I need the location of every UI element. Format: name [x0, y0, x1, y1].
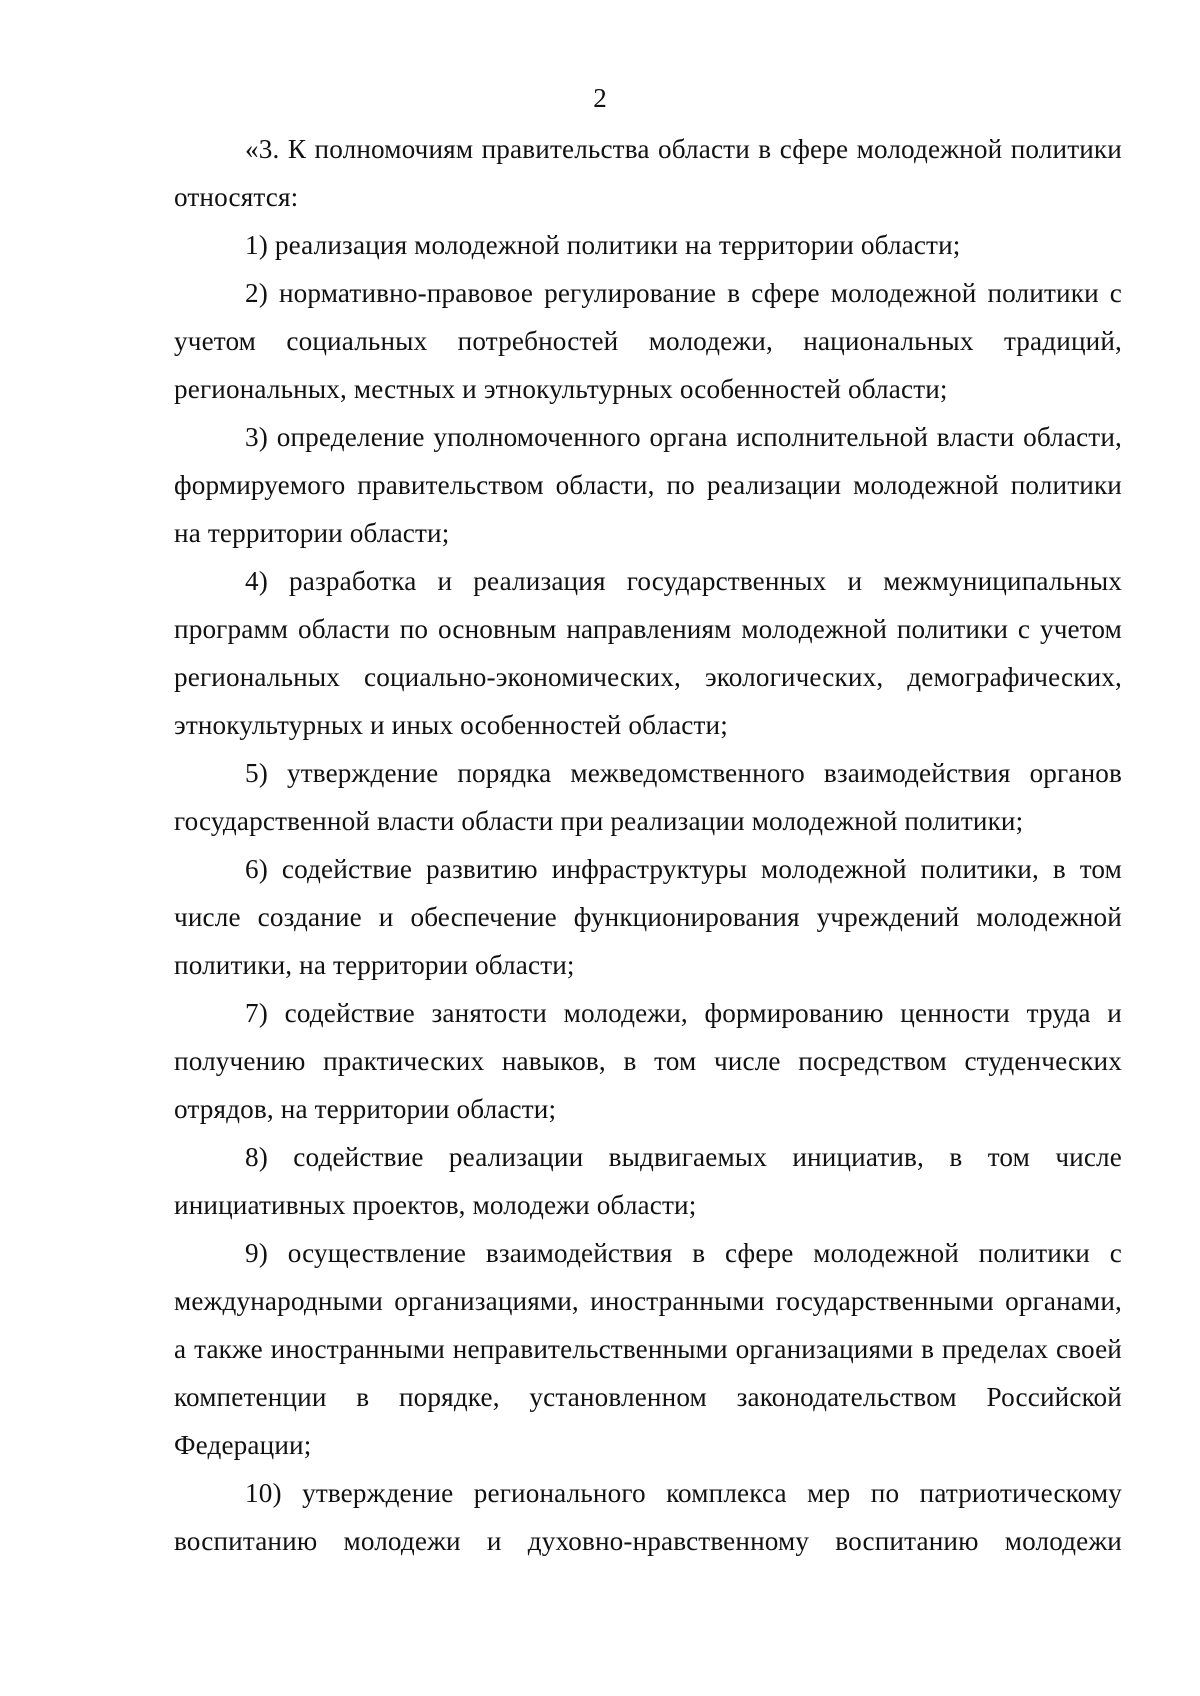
list-item-2: 2) нормативно-правовое регулирование в сфере молодежной политики с учетом социальных потребностей молодежи, национальных традиций, региональных, местных и этнокультурных особенностей области; — [174, 278, 1122, 404]
list-item-4: 4) разработка и реализация государственных и межмуниципальных программ области по основным направлениям молодежной политики с учетом региональных социально-экономических, экологических, демографических, этнокультурных и иных особенностей области; — [174, 566, 1122, 740]
document-body — [174, 125, 1122, 1565]
page-number: 2 — [593, 83, 607, 113]
list-item-10: 10) утверждение регионального комплекса мер по патриотическому воспитанию молодежи и духовно-нравственному воспитанию молодежи — [174, 1478, 1122, 1556]
paragraph-intro: «3. К полномочиям правительства области в сфере молодежной политики относятся: — [174, 134, 1122, 212]
list-item-8: 8) содействие реализации выдвигаемых инициатив, в том числе инициативных проектов, молодежи области; — [174, 1142, 1122, 1220]
list-item-3: 3) определение уполномоченного органа исполнительной власти области, формируемого правительством области, по реализации молодежной политики на территории области; — [174, 422, 1122, 548]
list-item-1: 1) реализация молодежной политики на территории области; — [245, 230, 961, 260]
list-item-9: 9) осуществление взаимодействия в сфере молодежной политики с международными организациями, иностранными государственными органами, а также иностранными неправительственными организациями в пределах своей компетенции в порядке, установленном законодательством Российской Федерации; — [174, 1238, 1122, 1460]
list-item-7: 7) содействие занятости молодежи, формированию ценности труда и получению практических навыков, в том числе посредством студенческих отрядов, на территории области; — [174, 998, 1122, 1124]
list-item-6: 6) содействие развитию инфраструктуры молодежной политики, в том числе создание и обеспечение функционирования учреждений молодежной политики, на территории области; — [174, 854, 1122, 980]
list-item-5: 5) утверждение порядка межведомственного взаимодействия органов государственной власти области при реализации молодежной политики; — [174, 758, 1122, 836]
